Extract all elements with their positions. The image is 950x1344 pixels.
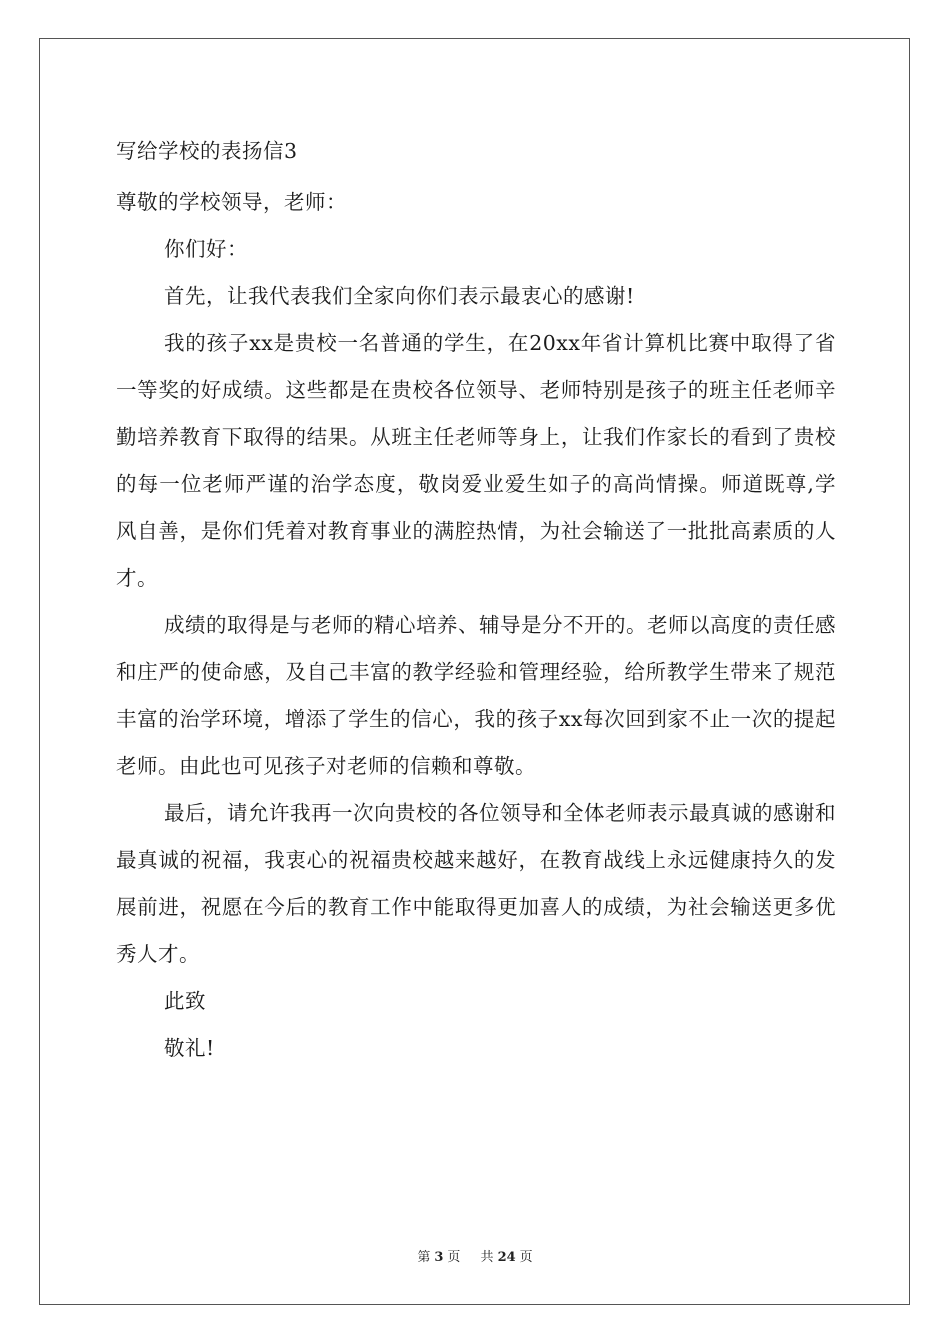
total-suffix: 页 (519, 1250, 533, 1265)
greeting: 你们好： (164, 237, 248, 261)
total-prefix: 共 (480, 1250, 494, 1265)
paragraph-thanks: 首先，让我代表我们全家向你们表示最衷心的感谢! (164, 284, 635, 308)
total-count: 24 (497, 1250, 516, 1265)
closing-salute-2: 敬礼! (164, 1036, 215, 1060)
page-prefix: 第 (417, 1250, 431, 1265)
paragraph-teachers: 成绩的取得是与老师的精心培养、辅导是分不开的。老师以高度的责任感和庄严的使命感，及自己丰富的教学经验和管理经验，给所教学生带来了规范丰富的治学环境，增添了学生的信心，我的孩子xx每次回到家不止一次的提起老师。由此也可见孩子对老师的信赖和尊敬。 (116, 613, 836, 778)
salutation: 尊敬的学校领导，老师： (116, 190, 347, 214)
document-title: 写给学校的表扬信3 (116, 139, 298, 163)
paragraph-closing-wishes: 最后，请允许我再一次向贵校的各位领导和全体老师表示最真诚的感谢和最真诚的祝福，我衷心的祝福贵校越来越好，在教育战线上永远健康持久的发展前进，祝愿在今后的教育工作中能取得更加喜人的成绩，为社会输送更多优秀人才。 (116, 801, 836, 966)
letter-body (116, 128, 836, 1072)
page-current: 3 (434, 1250, 444, 1265)
page-footer (0, 1246, 950, 1265)
page-total (477, 1250, 537, 1265)
paragraph-achievement: 我的孩子xx是贵校一名普通的学生，在20xx年省计算机比赛中取得了省一等奖的好成绩。这些都是在贵校各位领导、老师特别是孩子的班主任老师辛勤培养教育下取得的结果。从班主任老师等身上，让我们作家长的看到了贵校的每一位老师严谨的治学态度，敬岗爱业爱生如子的高尚情操。师道既尊,学风自善，是你们凭着对教育事业的满腔热情，为社会输送了一批批高素质的人才。 (116, 331, 836, 590)
page-number (413, 1250, 464, 1265)
page-suffix: 页 (447, 1250, 461, 1265)
closing-salute-1: 此致 (164, 989, 206, 1013)
